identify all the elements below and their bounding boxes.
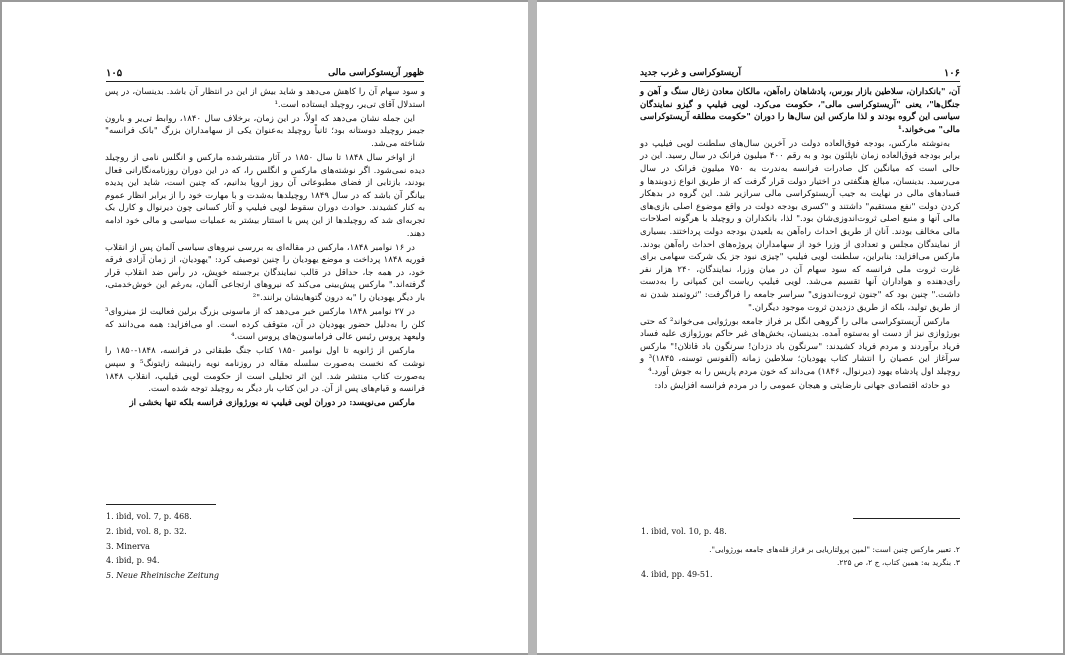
- left-header-rule: [106, 81, 424, 82]
- right-paragraph: به‌نوشته مارکس، بودجه فوق‌العاده دولت در آخرین سال‌های سلطنت لویی فیلیپ دو برابر بودجه فوق‌العاده زمان ناپلئون بود و به رقم ۴۰۰ میلیون فرانک در سال رسید. این در حالی است که میانگین کل صادرات فرانسه به‌ندرت به ۷۵۰ میلیون فرانک در سال می‌رسید. بدینسان، مبالغ هنگفتی در اختیار دولت قرار گرفت که از طریق انواع زدوبندها و فسادهای مالی در نهایت به جیب آریستوکراسی مالی سرازیر شد. این گروه در بدهکار کردن دولت "نفع مستقیم" داشتند و "کسری بودجه دولت در واقع موضوع اصلی بازی‌های مالی آنها و منبع اصلی ثروت‌اندوزی‌شان بود." لذا، بانکداران و روچیلد با هرگونه اصلاحات مالی مخالف بودند. آنان از طریق احداث راه‌آهن به بلعیدن بودجه دولت پرداختند. بسیاری از نمایندگان مجلس و تعدادی از وزرا خود از سهامداران پروژه‌های احداث راه‌آهن بودند. مارکس می‌افزاید: بنابراین، سلطنت لویی فیلیپ "چیزی نبود جز یک شرکت سهامی برای غارت ثروت ملی فرانسه که سود سهام آن در میان وزرا، نمایندگان، ۲۴۰ هزار نفر رأی‌دهنده و هواداران آنها تقسیم می‌شد. لویی فیلیپ ریاست این کمپانی را به‌دست داشت." چنین بود که "جنون ثروت‌اندوزی" سراسر جامعه را فراگرفت: "ثروتمند شدن نه از طریق تولید، بلکه از طریق دزدیدن ثروت موجود دیگران.": [640, 138, 960, 313]
- right-body-text: [640, 86, 960, 394]
- left-page: [2, 2, 528, 653]
- right-persian-footnotes: [640, 543, 960, 569]
- left-footnote-rule: [106, 504, 216, 505]
- left-footnotes: [106, 510, 219, 584]
- footnote: 4. ibid, p. 94.: [106, 556, 160, 566]
- right-page-header: [640, 68, 960, 82]
- right-page: [537, 2, 1063, 653]
- footnote: 4. ibid, pp. 49-51.: [641, 570, 713, 579]
- right-paragraph: آن، "بانکداران، سلاطین بازار بورس، پادشاهان راه‌آهن، مالکان معادن زغال سنگ و آهن و جنگل‌ها"، یعنی "آریستوکراسی مالی"، حکومت می‌کرد. لویی فیلیپ و گیزو نمایندگان سیاسی این گروه بودند و لذا مارکس این سال‌ها را دوران "حکومت مطلقه آریستوکراسی مالی" می‌خواند.¹: [640, 87, 960, 135]
- footnote: 1. ibid, vol. 10, p. 48.: [641, 527, 727, 536]
- left-running-title: ظهور آریستوکراسی مالی: [328, 68, 424, 78]
- right-page-number: ۱۰۶: [943, 68, 960, 79]
- right-header-rule: [640, 81, 960, 82]
- footnote: 5. Neue Rheinische Zeitung: [106, 571, 220, 581]
- left-page-header: [106, 68, 424, 82]
- right-paragraph: دو حادثه اقتصادی جهانی نارضایتی و هیجان عمومی را در مردم فرانسه افزایش داد:: [654, 381, 950, 392]
- left-paragraph: مارکس از ژانویه تا اول نوامبر ۱۸۵۰ کتاب جنگ طبقاتی در فرانسه، ۱۸۴۸-۱۸۵۰ را نوشت که نخست به‌صورت سلسله مقاله در روزنامه نویه راینیشه زایتونگ⁵ و سپس به‌صورت کتاب منتشر شد. این اثر تحلیلی است از حکومت لویی فیلیپ، انقلاب ۱۸۴۸ فرانسه و قیام‌های پس از آن. در این کتاب بار دیگر به روچیلد توجه شده است.: [105, 346, 425, 395]
- left-body-text: [105, 86, 425, 411]
- right-paragraph: مارکس آریستوکراسی مالی را گروهی انگل بر فراز جامعه بورژوایی می‌خواند² که حتی بورژوازی نیز از دست او به‌ستوه آمده. بدینسان، بخش‌های غیر حاکم بورژوازی علیه فساد فریاد برآوردند و مردم فریاد کشیدند: "سرنگون باد دزدان! سرنگون باد قاتلان!" مارکس سرآغاز این عصیان را انتشار کتاب یهودیان؛ سلاطین زمانه (آلفونس توسنه، ۱۸۴۵)³ و روچیلد اول پادشاه یهود (دیرنوال، ۱۸۴۶) می‌داند که خون مردم پاریس را به جوش آورد.⁴: [640, 316, 960, 378]
- book-gutter: [528, 0, 537, 655]
- left-paragraph: مارکس می‌نویسد: در دوران لویی فیلیپ نه بورژوازی فرانسه بلکه تنها بخشی از: [129, 398, 415, 409]
- left-paragraph: از اواخر سال ۱۸۴۸ تا سال ۱۸۵۰ در آثار منتشرشده مارکس و انگلس نامی از روچیلد دیده نمی‌شود. اگر نوشته‌های مارکس و انگلس را، که در این دوران روزنامه‌نگارانی فعال بودند، بازتابی از فضای مطبوعاتی آن روز اروپا بدانیم، که چنین است، شاید این پدیده بیانگر آن باشد که در سال ۱۸۴۹ روچیلدها به‌شدت و با مهارت خود را از برابر انظار عموم به کنار کشیدند. حوادث دوران سقوط لویی فیلیپ و آثار کسانی چون دیرنوال و کارل بک تجربه‌ای شد که روچیلدها از این پس با استتار بیشتر به عملیات سیاسی و مالی خود ادامه دهند.: [105, 152, 425, 239]
- left-page-number: ۱۰۵: [106, 68, 123, 79]
- footnote: 2. ibid, vol. 8, p. 32.: [106, 526, 187, 536]
- left-paragraph: و سود سهام آن را کاهش می‌دهد و شاید بیش از این در انتظار آن باشد. بدینسان، در پس استدلال آقای تی‌یر، روچیلد ایستاده است.¹: [105, 87, 425, 110]
- footnote: ۲. تعبیر مارکس چنین است: "لمپن پرولتاریایی بر فراز قله‌های جامعه بورژوایی".: [709, 545, 960, 554]
- footnote: 1. ibid, vol. 7, p. 468.: [106, 512, 192, 521]
- left-paragraph: این جمله نشان می‌دهد که اولاً، در این زمان، برخلاف سال ۱۸۴۰، روابط تی‌یر و بارون جیمز روچیلد دوستانه بود؛ ثانیاً روچیلد به‌عنوان یکی از سهامداران بزرگ "بانک فرانسه" شناخته می‌شد.: [105, 113, 425, 149]
- footnote: 3. Minerva: [106, 541, 150, 551]
- right-footnote-rule: [853, 518, 960, 519]
- left-paragraph: در ۱۶ نوامبر ۱۸۴۸، مارکس در مقاله‌ای به بررسی نیروهای سیاسی آلمان پس از انقلاب فوریه ۱۸۴۸ پرداخت و موضع یهودیان را چنین توصیف کرد: "یهودیان، از زمان آزادی فرقه خود، در همه جا، حداقل در قالب نمایندگان برجسته خویش، در رأس ضد انقلاب قرار گرفته‌اند." مارکس پیش‌بینی می‌کند که نیروهای ارتجاعی آلمان، به‌رغم این خوش‌خدمتی، بار دیگر یهودیان را "به درون گتوهایشان برانند."²: [105, 242, 425, 303]
- left-paragraph: در ۲۷ نوامبر ۱۸۴۸ مارکس خبر می‌دهد که از ماسونی بزرگ برلین فعالیت لژ مینروای³ کلن را به‌دلیل حضور یهودیان در آن، متوقف کرده است. او می‌افزاید: همه می‌دانند که ولیعهد پروس رئیس عالی فراماسون‌های پروس است.⁴: [105, 307, 425, 343]
- footnote: ۳. بنگرید به: همین کتاب، ج ۲، ص ۲۲۵.: [836, 558, 960, 567]
- right-running-title: آریستوکراسی و غرب جدید: [640, 68, 741, 78]
